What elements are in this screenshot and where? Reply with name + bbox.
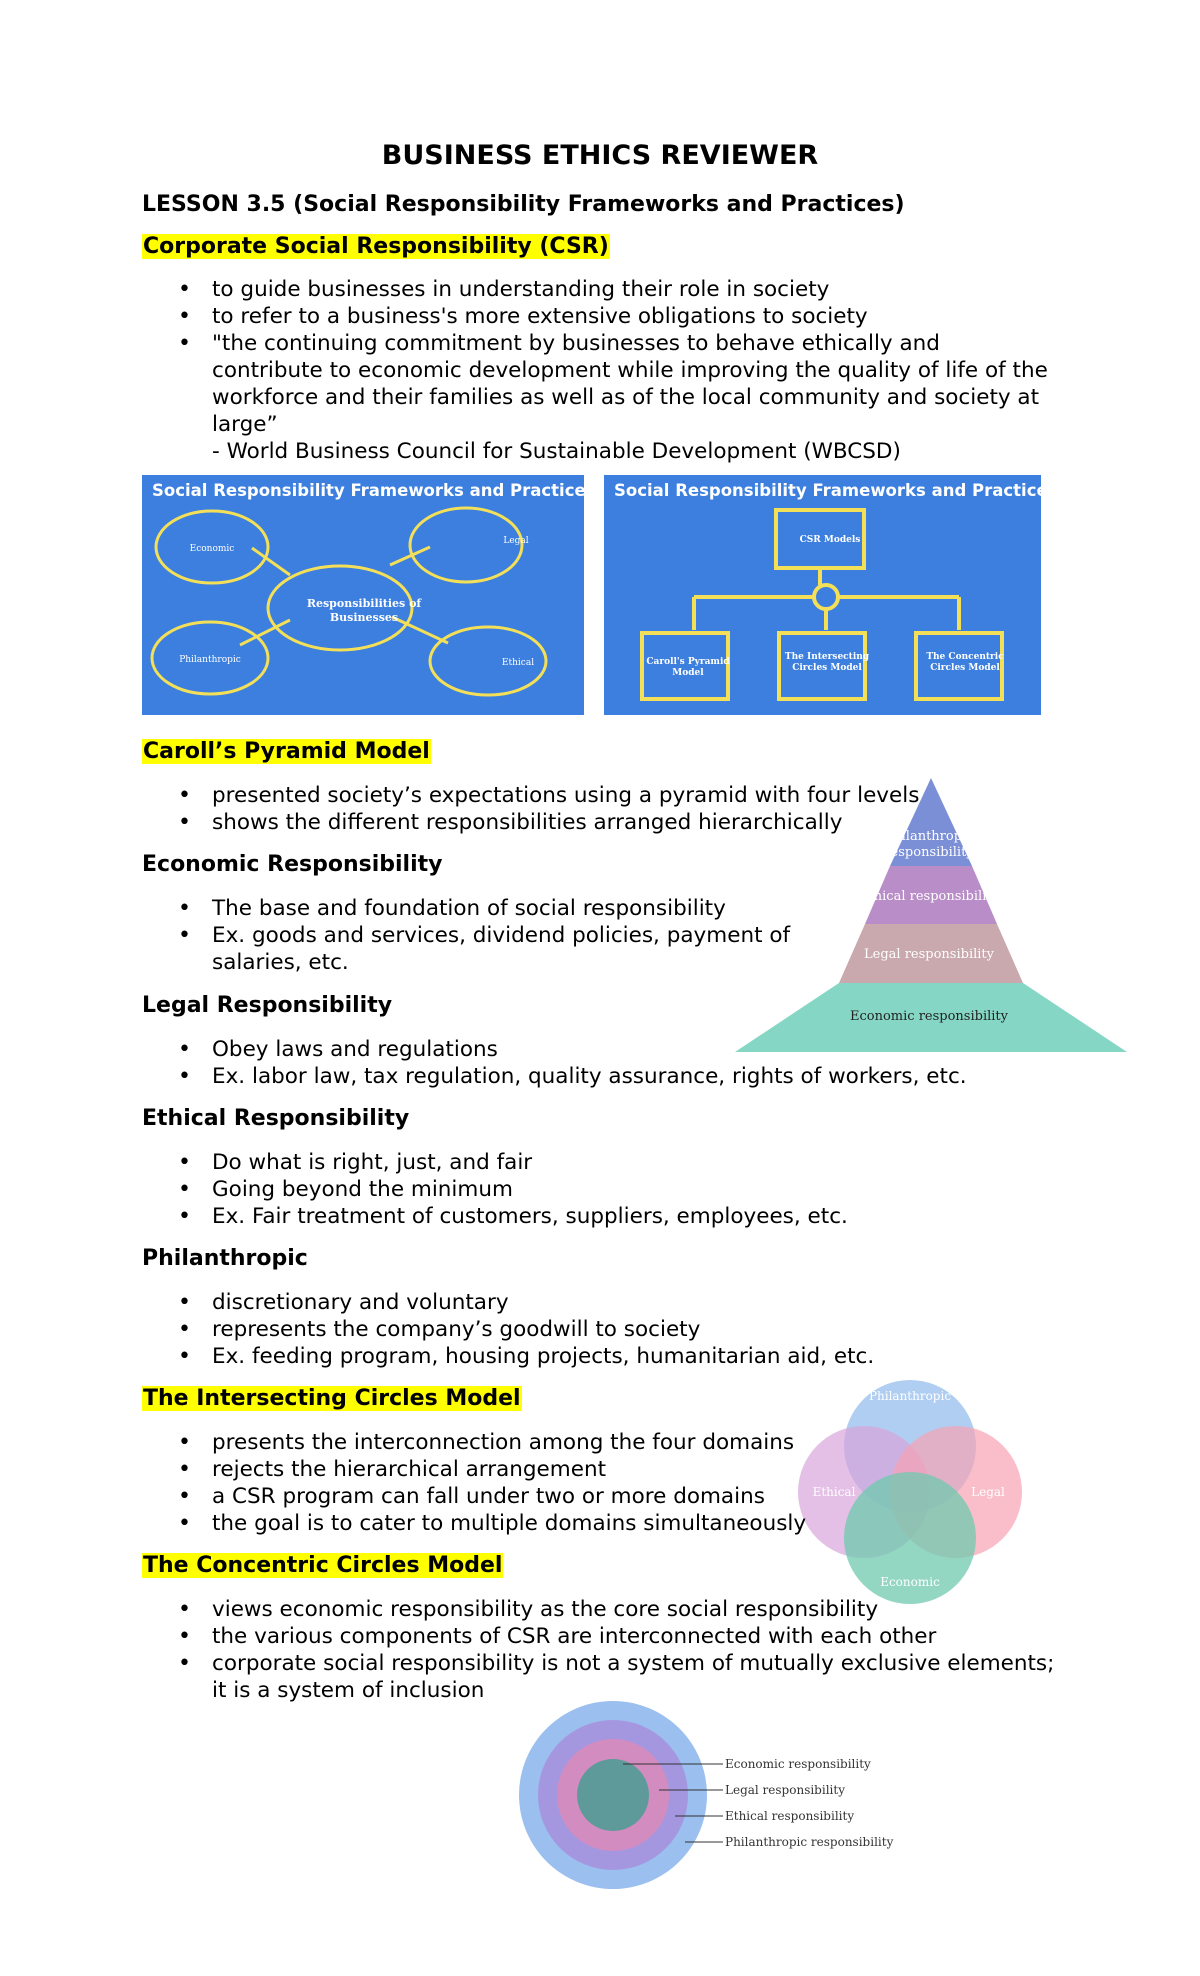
pyramid-box-line1: Caroll's Pyramid bbox=[646, 657, 730, 667]
concentric-bullet: • the various components of CSR are interconnected with each other bbox=[142, 1623, 1054, 1650]
intersecting-bullet: • presents the interconnection among the four domains bbox=[142, 1429, 806, 1456]
pyramid-philanthropic-line2: responsibility bbox=[884, 845, 974, 860]
slide-csr-models-tree bbox=[604, 475, 1058, 715]
csr-quote-line: contribute to economic development while improving the quality of life of the bbox=[212, 358, 1048, 383]
philanthropic-bullet: • discretionary and voluntary bbox=[142, 1289, 874, 1316]
pyramid-bullet-list bbox=[142, 782, 919, 836]
intersecting-bullet: • the goal is to cater to multiple domains simultaneously bbox=[142, 1510, 806, 1537]
concentric-philanthropic-label: Philanthropic responsibility bbox=[725, 1835, 894, 1849]
intersecting-bullet-list bbox=[142, 1429, 806, 1537]
pyramid-legal-label: Legal responsibility bbox=[864, 947, 994, 962]
csr-quote-line: workforce and their families as well as of the local community and society at bbox=[212, 385, 1040, 410]
slide-title: Social Responsibility Frameworks and Practices bbox=[614, 481, 1058, 500]
concentric-box-line1: The Concentric bbox=[926, 652, 1004, 662]
economic-responsibility-heading: Economic Responsibility bbox=[142, 852, 443, 877]
csr-bullet: • to refer to a business's more extensive obligations to society bbox=[142, 303, 940, 330]
economic-bullet: • Ex. goods and services, dividend policies, payment of bbox=[142, 922, 790, 949]
pyramid-box-line2: Model bbox=[672, 668, 704, 678]
pyramid-model-heading: Caroll’s Pyramid Model bbox=[143, 739, 430, 764]
mindmap-center-line1: Responsibilities of bbox=[306, 597, 422, 610]
concentric-legal-label: Legal responsibility bbox=[725, 1783, 845, 1797]
pyramid-ethical-label: Ethical responsibility bbox=[859, 889, 999, 904]
document-title: BUSINESS ETHICS REVIEWER bbox=[381, 140, 819, 171]
concentric-bullet: • views economic responsibility as the core social responsibility bbox=[142, 1596, 1054, 1623]
concentric-economic-label: Economic responsibility bbox=[725, 1757, 871, 1771]
legal-bullet: • Obey laws and regulations bbox=[142, 1036, 967, 1063]
ethical-bullet: • Ex. Fair treatment of customers, suppliers, employees, etc. bbox=[142, 1203, 848, 1230]
economic-bullet-continuation: salaries, etc. bbox=[212, 950, 349, 975]
intersecting-circles-diagram bbox=[790, 1366, 1030, 1606]
csr-models-diagram bbox=[604, 475, 1041, 715]
pyramid-bullet: • presented society’s expectations using a pyramid with four levels bbox=[142, 782, 919, 809]
concentric-ethical-label: Ethical responsibility bbox=[725, 1809, 855, 1823]
concentric-bullet-continuation: it is a system of inclusion bbox=[212, 1678, 485, 1703]
concentric-bullet: • corporate social responsibility is not a system of mutually exclusive elements; bbox=[142, 1650, 1054, 1677]
legal-bullet: • Ex. labor law, tax regulation, quality assurance, rights of workers, etc. bbox=[142, 1063, 967, 1090]
csr-quote-line: large” bbox=[212, 412, 278, 437]
philanthropic-bullet: • Ex. feeding program, housing projects, humanitarian aid, etc. bbox=[142, 1343, 874, 1370]
csr-models-label: CSR Models bbox=[799, 535, 861, 545]
circle-philanthropic-label: Philanthropic bbox=[868, 1389, 952, 1403]
intersecting-bullet: • a CSR program can fall under two or more domains bbox=[142, 1483, 806, 1510]
pyramid-economic-label: Economic responsibility bbox=[850, 1009, 1008, 1024]
mindmap-legal-label: Legal bbox=[503, 536, 529, 546]
csr-quote-attribution: - World Business Council for Sustainable Development (WBCSD) bbox=[212, 439, 901, 464]
philanthropic-bullet: • represents the company’s goodwill to society bbox=[142, 1316, 874, 1343]
mindmap-diagram bbox=[142, 475, 584, 715]
philanthropic-heading: Philanthropic bbox=[142, 1246, 308, 1271]
pyramid-bullet: • shows the different responsibilities arranged hierarchically bbox=[142, 809, 919, 836]
mindmap-philanthropic-label: Philanthropic bbox=[179, 655, 241, 665]
core-economic bbox=[577, 1759, 649, 1831]
pyramid-philanthropic-line1: Philanthropic bbox=[884, 829, 974, 844]
concentric-model-heading: The Concentric Circles Model bbox=[143, 1553, 503, 1578]
concentric-heading-wrap bbox=[142, 1553, 503, 1578]
economic-bullet: • The base and foundation of social responsibility bbox=[142, 895, 790, 922]
mindmap-ethical-label: Ethical bbox=[501, 658, 535, 668]
circle-ethical-label: Ethical bbox=[812, 1485, 856, 1499]
slide-title: Social Responsibility Frameworks and Practices bbox=[152, 481, 596, 500]
csr-bullet: • "the continuing commitment by businesses to behave ethically and bbox=[142, 330, 940, 357]
csr-quote-continuation bbox=[212, 357, 1048, 465]
intersecting-heading-wrap bbox=[142, 1386, 522, 1411]
csr-heading-wrap bbox=[142, 234, 610, 259]
csr-bullet: • to guide businesses in understanding their role in society bbox=[142, 276, 940, 303]
mindmap-center-line2: Businesses bbox=[329, 611, 399, 624]
circle-economic-label: Economic bbox=[880, 1575, 940, 1589]
ethical-bullet-list bbox=[142, 1149, 848, 1230]
concentric-bullet-list bbox=[142, 1596, 1054, 1677]
slide-responsibilities-mindmap bbox=[142, 475, 596, 715]
intersecting-box-line1: The Intersecting bbox=[784, 652, 870, 662]
csr-heading: Corporate Social Responsibility (CSR) bbox=[143, 234, 609, 259]
circle-legal-label: Legal bbox=[971, 1485, 1005, 1499]
philanthropic-bullet-list bbox=[142, 1289, 874, 1370]
mindmap-economic-label: Economic bbox=[189, 544, 235, 554]
concentric-circles-diagram bbox=[505, 1700, 905, 1890]
ethical-bullet: • Going beyond the minimum bbox=[142, 1176, 848, 1203]
intersecting-bullet: • rejects the hierarchical arrangement bbox=[142, 1456, 806, 1483]
pyramid-heading-wrap bbox=[142, 739, 431, 764]
ethical-bullet: • Do what is right, just, and fair bbox=[142, 1149, 848, 1176]
ethical-responsibility-heading: Ethical Responsibility bbox=[142, 1106, 410, 1131]
legal-responsibility-heading: Legal Responsibility bbox=[142, 993, 393, 1018]
intersecting-model-heading: The Intersecting Circles Model bbox=[143, 1386, 521, 1411]
economic-bullet-list bbox=[142, 895, 790, 949]
intersecting-box-line2: Circles Model bbox=[792, 663, 862, 673]
csr-bullet-list bbox=[142, 276, 940, 357]
concentric-box-line2: Circles Model bbox=[930, 663, 1000, 673]
lesson-heading: LESSON 3.5 (Social Responsibility Frameworks and Practices) bbox=[142, 192, 905, 217]
legal-bullet-list bbox=[142, 1036, 967, 1090]
